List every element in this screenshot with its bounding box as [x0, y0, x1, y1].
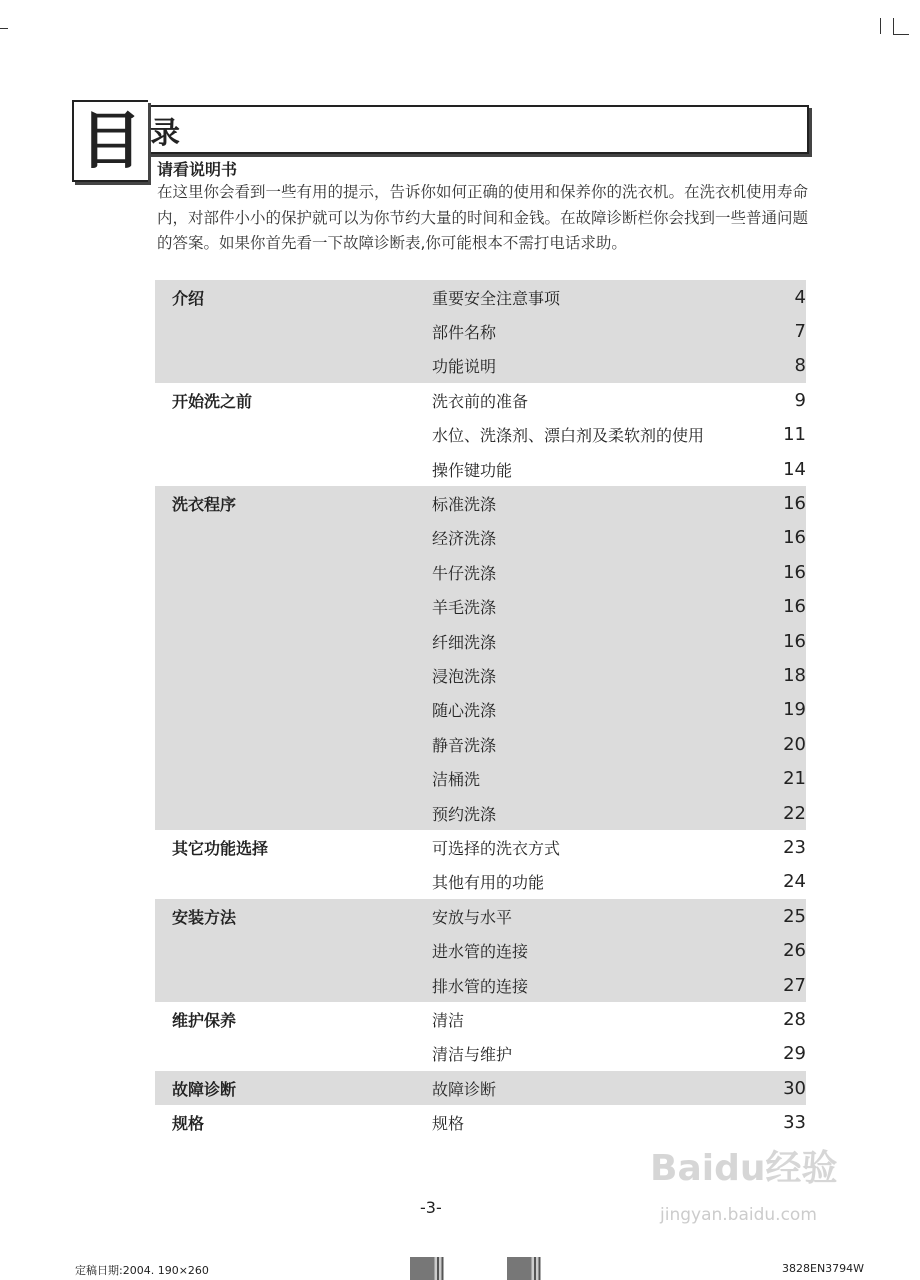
toc-page: 25: [783, 905, 806, 927]
crop-mark: [893, 34, 909, 35]
crop-mark: [0, 28, 8, 29]
toc-row: [155, 383, 806, 417]
toc-item: 重要安全注意事项: [432, 288, 561, 308]
toc-item: 清洁与维护: [432, 1045, 513, 1065]
crop-mark: [893, 18, 894, 34]
toc-row: [155, 1105, 806, 1139]
toc-page: 30: [783, 1077, 806, 1099]
toc-page: 16: [783, 596, 806, 618]
crop-mark: [880, 18, 881, 34]
footer-date: 定稿日期:2004. 190×260: [75, 1264, 209, 1277]
toc-row: [155, 418, 806, 452]
toc-item: 其他有用的功能: [432, 873, 545, 893]
toc-page: 11: [783, 424, 806, 446]
page-number: -3-: [420, 1198, 442, 1217]
toc-item: 可选择的洗衣方式: [432, 838, 561, 858]
toc-row: [155, 486, 806, 520]
toc-row: [155, 658, 806, 692]
toc-category: 洗衣程序: [172, 495, 237, 515]
toc-item: 浸泡洗涤: [432, 666, 497, 686]
toc-page: 26: [783, 940, 806, 962]
toc-page: 16: [783, 527, 806, 549]
toc-item: 部件名称: [432, 323, 497, 343]
toc-page: 33: [783, 1112, 806, 1134]
toc-row: [155, 280, 806, 314]
toc-page: 29: [783, 1043, 806, 1065]
toc-page: 20: [783, 733, 806, 755]
toc-category: 规格: [172, 1114, 205, 1134]
toc-row: [155, 830, 806, 864]
toc-category: 开始洗之前: [172, 391, 253, 411]
toc-row: [155, 1002, 806, 1036]
toc-row: [155, 590, 806, 624]
toc-item: 标准洗涤: [432, 495, 497, 515]
toc-row: [155, 899, 806, 933]
toc-item: 经济洗涤: [432, 529, 497, 549]
toc-item: 静音洗涤: [432, 735, 497, 755]
toc-item: 清洁: [432, 1010, 465, 1030]
toc-page: 21: [783, 768, 806, 790]
toc-page: 14: [783, 458, 806, 480]
toc-row: [155, 796, 806, 830]
toc-item: 纤细洗涤: [432, 632, 497, 652]
toc-item: 牛仔洗涤: [432, 563, 497, 583]
toc-item: 排水管的连接: [432, 976, 529, 996]
toc-page: 23: [783, 836, 806, 858]
toc-category: 故障诊断: [172, 1079, 237, 1099]
intro-paragraph: 在这里你会看到一些有用的提示，告诉你如何正确的使用和保养你的洗衣机。在洗衣机使用寿命内，对部件小小的保护就可以为你节约大量的时间和金钱。在故障诊断栏你会找到一些普通问题的答案。如果你首先看一下故障诊断表,你可能根本不需打电话求助。: [157, 183, 809, 252]
toc-page: 27: [783, 974, 806, 996]
toc-page: 18: [783, 664, 806, 686]
toc-row: [155, 624, 806, 658]
toc-row: [155, 349, 806, 383]
page-title: 录: [150, 116, 180, 151]
toc-category: 其它功能选择: [172, 838, 269, 858]
toc-page: 22: [783, 802, 806, 824]
title-big-char: 目: [72, 100, 148, 182]
toc-item: 故障诊断: [432, 1079, 497, 1099]
toc-row: [155, 933, 806, 967]
toc-row: [155, 555, 806, 589]
toc-item: 洗衣前的准备: [432, 391, 529, 411]
toc-page: 8: [794, 355, 806, 377]
watermark-logo: Baidu经验: [650, 1148, 838, 1189]
toc-page: 9: [794, 389, 806, 411]
toc-page: 24: [783, 871, 806, 893]
toc-page: 7: [794, 321, 806, 343]
toc-row: [155, 761, 806, 795]
toc-item: 操作键功能: [432, 460, 513, 480]
toc-page: 4: [794, 286, 806, 308]
toc-row: [155, 1037, 806, 1071]
toc-item: 水位、洗涤剂、漂白剂及柔软剂的使用: [432, 426, 705, 446]
toc-item: 随心洗涤: [432, 701, 497, 721]
toc-item: 功能说明: [432, 357, 497, 377]
toc-row: [155, 968, 806, 1002]
footer-code: 3828EN3794W: [782, 1262, 865, 1275]
toc-page: 16: [783, 493, 806, 515]
toc-item: 洁桶洗: [432, 770, 481, 790]
toc-page: 16: [783, 561, 806, 583]
toc-row: [155, 452, 806, 486]
toc-row: [155, 727, 806, 761]
toc-category: 介绍: [172, 288, 205, 308]
toc-row: [155, 1071, 806, 1105]
subtitle: 请看说明书: [157, 160, 238, 179]
toc-item: 规格: [432, 1114, 465, 1134]
toc-row: [155, 865, 806, 899]
toc-page: 16: [783, 630, 806, 652]
table-of-contents: [155, 280, 806, 1140]
toc-category: 安装方法: [172, 907, 237, 927]
toc-item: 进水管的连接: [432, 942, 529, 962]
watermark-url: jingyan.baidu.com: [660, 1205, 817, 1225]
toc-page: 19: [783, 699, 806, 721]
registration-mark: [410, 1257, 455, 1280]
registration-mark: [507, 1257, 552, 1280]
toc-item: 羊毛洗涤: [432, 598, 497, 618]
toc-row: [155, 521, 806, 555]
toc-row: [155, 314, 806, 348]
title-frame: [143, 105, 809, 154]
toc-category: 维护保养: [172, 1010, 237, 1030]
toc-row: [155, 693, 806, 727]
toc-item: 预约洗涤: [432, 804, 497, 824]
toc-item: 安放与水平: [432, 907, 513, 927]
toc-page: 28: [783, 1008, 806, 1030]
